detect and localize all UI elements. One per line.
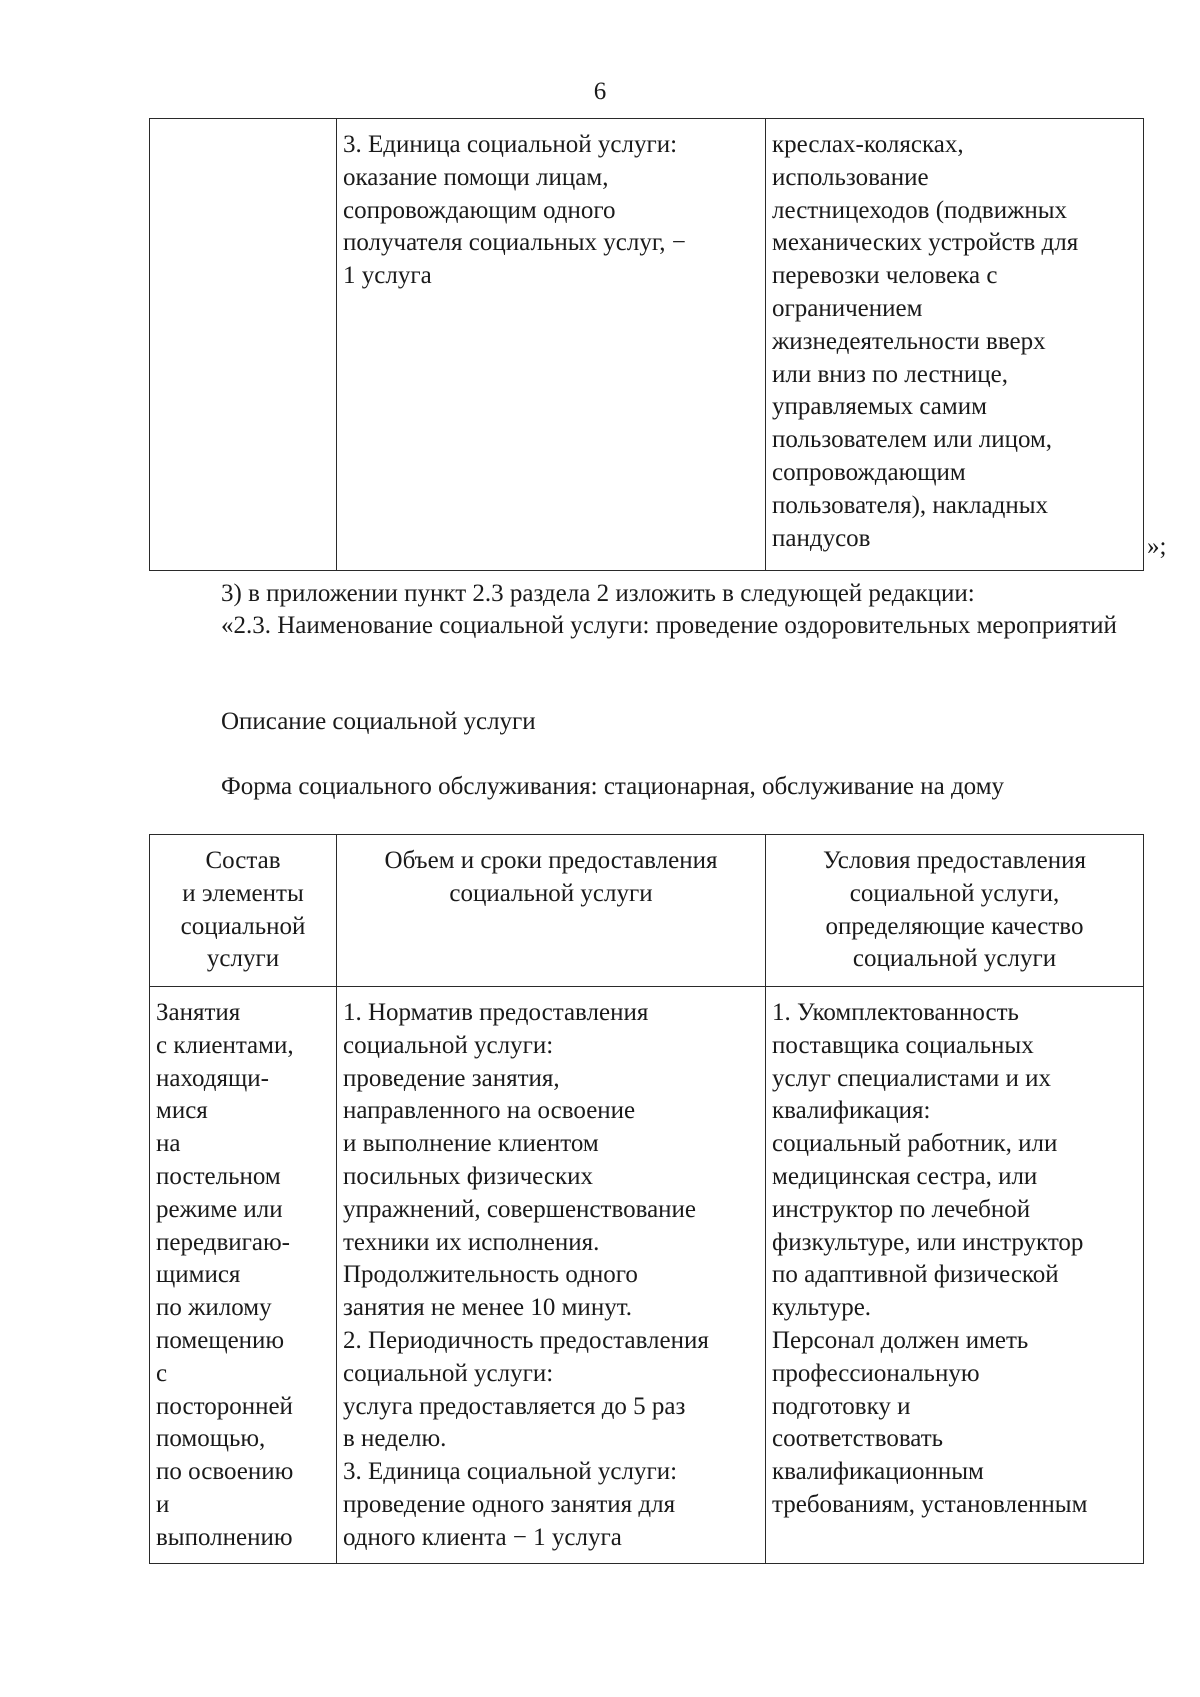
table-row — [150, 119, 1144, 571]
service-form-paragraph: Форма социального обслуживания: стационарная, обслуживание на дому — [221, 773, 1005, 800]
table-cell-conditions: 1. Укомплектованность поставщика социальных услуг специалистами и их квалификация: социальный работник, или медицинская сестра, или инструктор по лечебной физкультуре, или инструктор по адаптивной физической культуре. Персонал должен иметь профессиональную подготовку и соответствовать квалификационным требованиям, установленным — [766, 987, 1144, 1564]
table-cell-conditions: креслах-колясках, использование лестницеходов (подвижных механических устройств для перевозки человека с ограничением жизнедеятельности вверх или вниз по лестнице, управляемых самим пользователем или лицом, сопровождающим пользователя), накладных пандусов — [766, 119, 1144, 571]
service-table — [149, 834, 1144, 1564]
table-header-row — [150, 835, 1144, 987]
table-cell-volume: 3. Единица социальной услуги: оказание помощи лицам, сопровождающим одного получателя социальных услуг, − 1 услуга — [337, 119, 766, 571]
table-cell-volume: 1. Норматив предоставления социальной услуги: проведение занятия, направленного на освоение и выполнение клиентом посильных физических упражнений, совершенствование техники их исполнения. Продолжительность одного занятия не менее 10 минут. 2. Периодичность предоставления социальной услуги: услуга предоставляется до 5 раз в неделю. 3. Единица социальной услуги: проведение одного занятия для одного клиента − 1 услуга — [337, 987, 766, 1564]
table-row — [150, 987, 1144, 1564]
page-number: 6 — [593, 78, 607, 105]
service-name-paragraph: «2.3. Наименование социальной услуги: проведение оздоровительных мероприятий — [221, 612, 1117, 639]
table-cell-composition: Занятия с клиентами, находящи- мися на постельном режиме или передвигаю- щимися по жилому помещению с посторонней помощью, по освоению и выполнению — [150, 987, 337, 1564]
closing-quote: »; — [1147, 533, 1167, 560]
amendment-paragraph: 3) в приложении пункт 2.3 раздела 2 изложить в следующей редакции: — [221, 580, 975, 607]
header-conditions: Условия предоставления социальной услуги, определяющие качество социальной услуги — [766, 835, 1144, 987]
header-volume: Объем и сроки предоставления социальной услуги — [337, 835, 766, 987]
continuation-table — [149, 118, 1144, 571]
table-cell-composition — [150, 119, 337, 571]
header-composition: Состав и элементы социальной услуги — [150, 835, 337, 987]
service-description-heading: Описание социальной услуги — [221, 708, 536, 735]
